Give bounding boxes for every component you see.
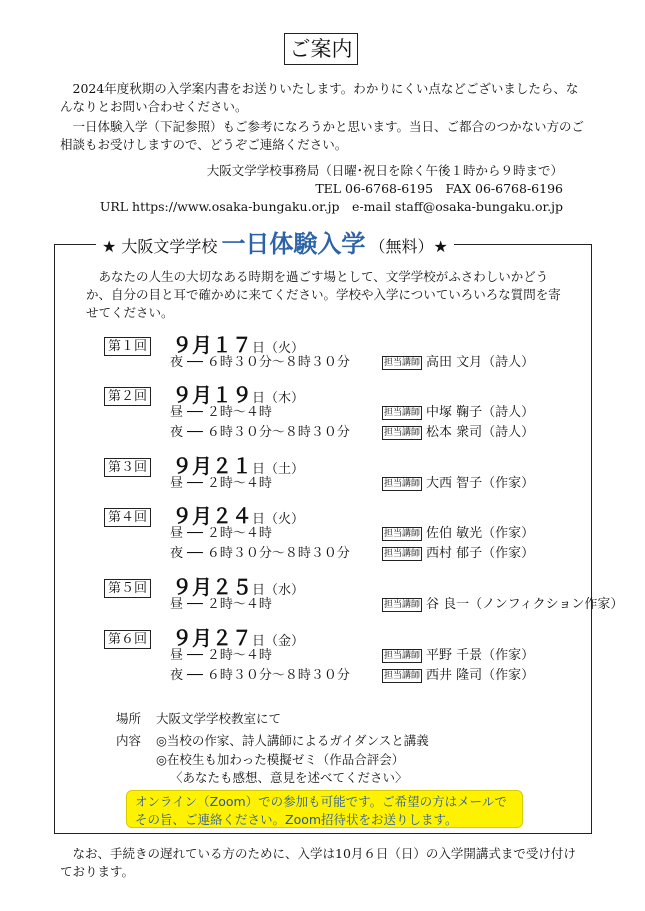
session-time-row <box>170 647 534 665</box>
instructor-tag: 担当講師 <box>384 428 421 438</box>
instructor-tag: 担当講師 <box>384 358 421 368</box>
instructor-name: 平野 千景（作家） <box>426 648 535 663</box>
session-label: 第３回 <box>104 458 151 477</box>
session-date-number: ９月２７ <box>172 626 252 650</box>
session-label: 第６回 <box>104 630 151 649</box>
instructor-name: 松本 衆司（詩人） <box>426 425 535 440</box>
instructor-tag: 担当講師 <box>384 479 421 489</box>
content-item: ◎在校生も加わった模擬ゼミ（作品合評会） <box>156 752 405 767</box>
content-item: ◎当校の作家、詩人講師によるガイダンスと講義 <box>156 733 429 748</box>
session-date-weekday: 日（土） <box>252 462 305 477</box>
session-date-number: ９月１７ <box>172 333 252 357</box>
session-time: 夜 ── ６時３０分〜８時３０分 <box>170 668 350 683</box>
session-time-row <box>170 404 534 422</box>
instructor-tag: 担当講師 <box>384 408 421 418</box>
instructor-name: 西井 隆司（作家） <box>426 668 535 683</box>
session-date-weekday: 日（火） <box>252 341 305 356</box>
instructor-name: 佐伯 敏光（作家） <box>426 526 535 541</box>
session-date-weekday: 日（火） <box>252 512 305 527</box>
instructor-name: 谷 良一（ノンフィクション作家） <box>426 597 624 612</box>
session-date-number: ９月２５ <box>172 575 252 599</box>
session-time: 昼 ── ２時〜４時 <box>170 476 272 491</box>
instructor-tag: 担当講師 <box>384 529 421 539</box>
content-item: 〈あなたも感想、意見を述べてください〉 <box>170 770 408 785</box>
session-time: 昼 ── ２時〜４時 <box>170 597 272 612</box>
session-time: 夜 ── ６時３０分〜８時３０分 <box>170 425 350 440</box>
instructor-name: 高田 文月（詩人） <box>426 355 535 370</box>
session-label: 第２回 <box>104 387 151 406</box>
instructor-tag: 担当講師 <box>384 651 421 661</box>
event-fee: （無料）★ <box>369 237 448 256</box>
footer-note: なお、手続きの遅れている方のために、入学は10月６日（日）の入学開講式まで受け付けております。 <box>60 846 576 879</box>
office-hours: 大阪文学学校事務局（日曜･祝日を除く午後１時から９時まで） <box>206 163 563 178</box>
session-time: 夜 ── ６時３０分〜８時３０分 <box>170 355 350 370</box>
session-date-number: ９月２１ <box>172 454 252 478</box>
session-time-row <box>170 525 534 543</box>
session-time: 昼 ── ２時〜４時 <box>170 526 272 541</box>
session-date-weekday: 日（木） <box>252 391 305 406</box>
place-label: 場所 <box>116 711 142 726</box>
session-time: 昼 ── ２時〜４時 <box>170 405 272 420</box>
online-note: オンライン（Zoom）での参加も可能です。ご希望の方はメールでその旨、ご連絡ください。Zoom招待状をお送りします。 <box>126 790 523 828</box>
instructor-name: 西村 郁子（作家） <box>426 546 535 561</box>
instructor-name: 大西 智子（作家） <box>426 476 535 491</box>
instructor-tag: 担当講師 <box>384 600 421 610</box>
session-time-row <box>170 354 534 372</box>
instructor-tag: 担当講師 <box>384 671 421 681</box>
session-label: 第４回 <box>104 508 151 527</box>
session-time-row <box>170 475 534 493</box>
session-label: 第１回 <box>104 337 151 356</box>
instructor-name: 中塚 鞠子（詩人） <box>426 405 535 420</box>
instructor-tag: 担当講師 <box>384 549 421 559</box>
event-name: 一日体験入学 <box>221 229 366 258</box>
event-heading <box>96 229 454 262</box>
event-school: ★ 大阪文学学校 <box>102 237 218 256</box>
session-time: 昼 ── ２時〜４時 <box>170 648 272 663</box>
session-time-row <box>170 667 534 685</box>
place-value: 大阪文学学校教室にて <box>156 711 282 726</box>
event-intro: あなたの人生の大切なある時期を過ごす場として、文学学校がふさわしいかどうか、自分の目と耳で確かめに来てください。学校や入学についていろいろな質問を寄せてください。 <box>86 269 561 320</box>
session-date-weekday: 日（金） <box>252 634 305 649</box>
session-label: 第５回 <box>104 579 151 598</box>
session-time-row <box>170 596 623 614</box>
content-label: 内容 <box>116 733 142 748</box>
session-time-row <box>170 424 534 442</box>
tel-fax: TEL 06-6768-6195 FAX 06-6768-6196 <box>315 181 563 196</box>
session-date-number: ９月１９ <box>172 383 252 407</box>
url-email[interactable]: URL https://www.osaka-bungaku.or.jp e-mail staff@osaka-bungaku.or.jp <box>99 199 563 214</box>
session-time: 夜 ── ６時３０分〜８時３０分 <box>170 546 350 561</box>
session-date-weekday: 日（水） <box>252 583 305 598</box>
session-time-row <box>170 545 534 563</box>
intro-paragraph-2: 一日体験入学（下記参照）もご参考になろうかと思います。当日、ご都合のつかない方のご相談もお受けしますので、どうぞご連絡ください。 <box>60 119 585 152</box>
session-date-number: ９月２４ <box>172 504 252 528</box>
page-title: ご案内 <box>284 33 358 65</box>
intro-paragraph-1: 2024年度秋期の入学案内書をお送りいたします。わかりにくい点などございましたら、なんなりとお問い合わせください。 <box>60 81 579 114</box>
